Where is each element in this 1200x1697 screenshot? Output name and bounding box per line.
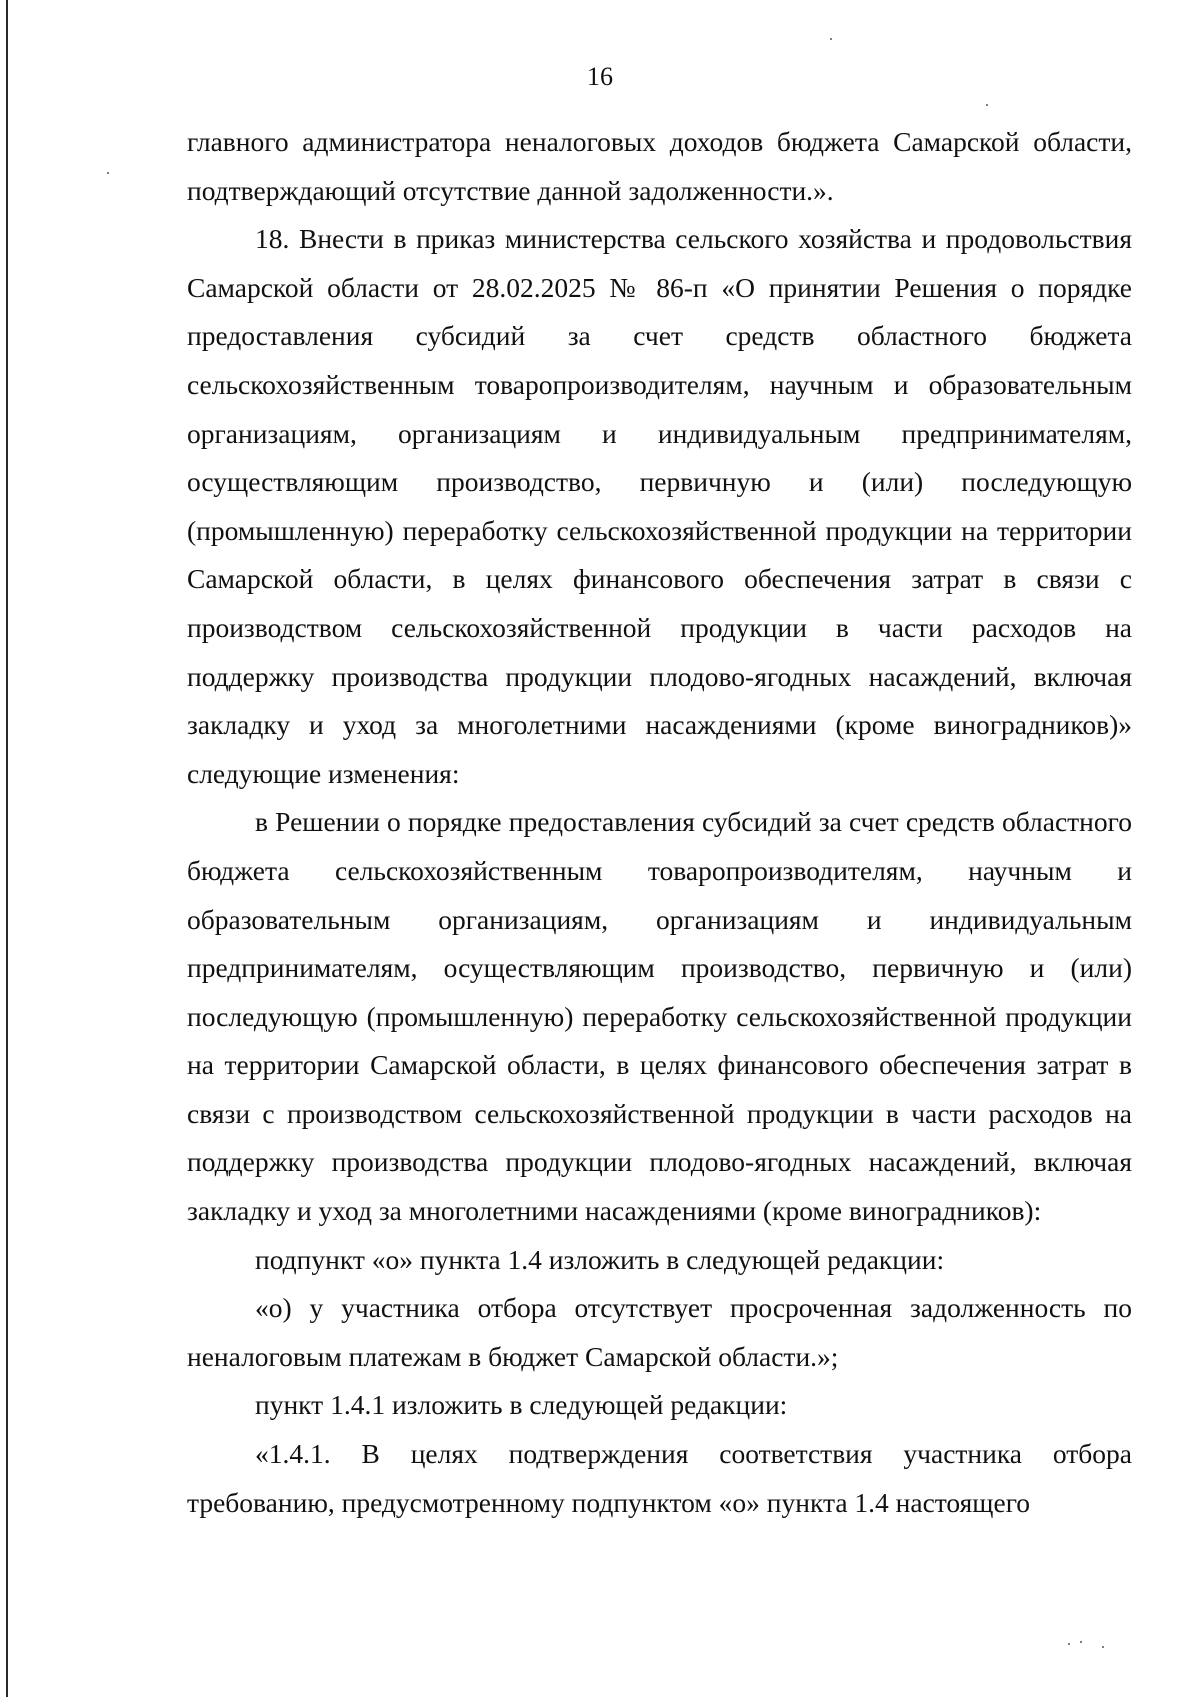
paragraph-subpoint-o-text: «о) у участника отбора отсутствует просроченная задолженность по неналоговым платежам в бюджет Самарской области.»; (187, 1292, 1132, 1372)
scan-speck (830, 38, 832, 40)
scan-edge-line (6, 0, 8, 1697)
paragraph-continuation: главного администратора неналоговых доходов бюджета Самарской области, подтверждающий отсутствие данной задолженности.». (187, 126, 1132, 206)
paragraph-decision-amendment: в Решении о порядке предоставления субсидий за счет средств областного бюджета сельскохозяйственным товаропроизводителям, научным и образовательным организациям, организациям и индивидуальным предпринимателям, осуществляющим производство, первичную и (или) последующую (промышленную) переработку сельскохозяйственной продукции на территории Самарской области, в целях финансового обеспечения затрат в связи с производством сельскохозяйственной продукции в части расходов на поддержку производства продукции плодово-ягодных насаждений, включая закладку и уход за многолетними насаждениями (кроме виноградников): (187, 806, 1132, 1227)
document-body (187, 118, 1132, 1527)
scan-speck (986, 104, 988, 106)
scan-speck (1068, 1643, 1070, 1645)
scan-speck (1080, 1641, 1082, 1643)
paragraph-subpoint-o-intro: подпункт «о» пункта 1.4 изложить в следующей редакции: (255, 1243, 945, 1275)
scan-speck (107, 172, 109, 174)
paragraph-point-1-4-1-text: «1.4.1. В целях подтверждения соответствия участника отбора требованию, предусмотренному подпунктом «о» пункта 1.4 настоящего (187, 1438, 1132, 1518)
paragraph-point-1-4-1-intro: пункт 1.4.1 изложить в следующей редакции: (255, 1389, 788, 1421)
page-number: 16 (587, 62, 613, 91)
scan-speck (1102, 1646, 1104, 1648)
paragraph-item-18: 18. Внести в приказ министерства сельского хозяйства и продовольствия Самарской области от 28.02.2025 № 86-п «О принятии Решения о порядке предоставления субсидий за счет средств областного бюджета сельскохозяйственным товаропроизводителям, научным и образовательным организациям, организациям и индивидуальным предпринимателям, осуществляющим производство, первичную и (или) последующую (промышленную) переработку сельскохозяйственной продукции на территории Самарской области, в целях финансового обеспечения затрат в связи с производством сельскохозяйственной продукции в части расходов на поддержку производства продукции плодово-ягодных насаждений, включая закладку и уход за многолетними насаждениями (кроме виноградников)» следующие изменения: (187, 223, 1132, 789)
